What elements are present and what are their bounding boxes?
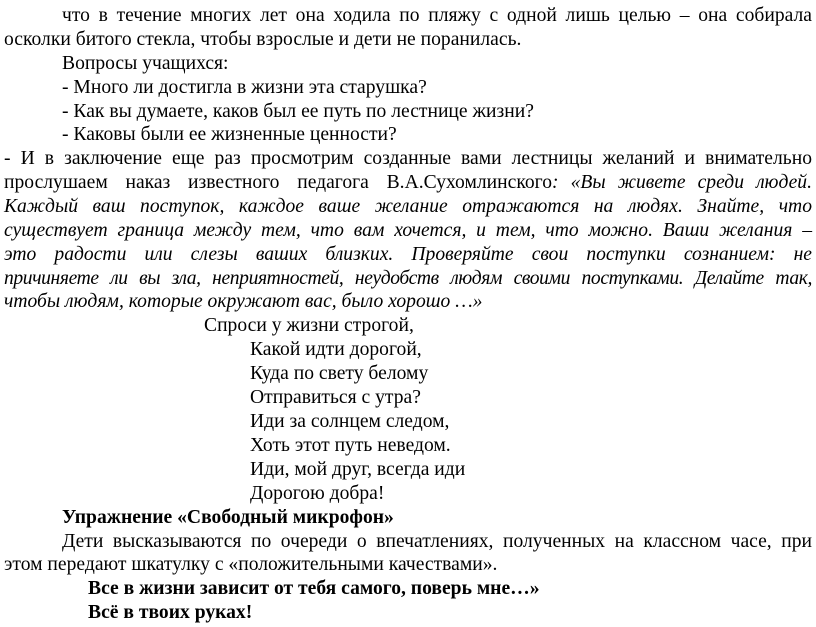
- question-item: - Как вы думаете, каков был ее путь по лестнице жизни?: [62, 101, 534, 122]
- quote-line: причиняете ли вы зла, неприятностей, неудобств людям своими поступками. Делайте так,: [4, 268, 812, 289]
- poem-line: Иди, мой друг, всегда иди: [250, 459, 466, 480]
- poem-line: Какой идти дорогой,: [250, 339, 422, 360]
- quote-intro: прослушаем наказ известного педагога В.А.Сухомлинского: [4, 172, 552, 193]
- question-item: - Много ли достигла в жизни эта старушка?: [62, 77, 427, 98]
- poem-line: Отправиться с утра?: [250, 387, 421, 408]
- closing-line: Всё в твоих руках!: [88, 602, 253, 623]
- paragraph-line: Дети высказываются по очереди о впечатлениях, полученных на классном часе, при: [62, 531, 812, 552]
- poem-line: Куда по свету белому: [250, 363, 429, 384]
- closing-line: Все в жизни зависит от тебя самого, поверь мне…»: [88, 578, 540, 599]
- question-item: - Каковы были ее жизненные ценности?: [62, 124, 397, 145]
- paragraph-line: что в течение многих лет она ходила по пляжу с одной лишь целью – она собирала: [62, 5, 812, 26]
- quote-line: существует граница между тем, что вам хочется, и тем, что можно. Ваши желания –: [4, 220, 812, 241]
- poem-line: Дорогою добра!: [250, 483, 385, 504]
- quote-start: : «Вы живете среди людей.: [552, 172, 812, 193]
- exercise-title: Упражнение «Свободный микрофон»: [62, 507, 394, 528]
- poem-line: Иди за солнцем следом,: [250, 411, 450, 432]
- paragraph-line: осколки битого стекла, чтобы взрослые и дети не поранилась.: [4, 29, 522, 50]
- poem-line: Хоть этот путь неведом.: [250, 435, 451, 456]
- paragraph-line: [4, 171, 812, 195]
- paragraph-line: - И в заключение еще раз просмотрим созданные вами лестницы желаний и внимательно: [4, 148, 812, 169]
- questions-heading: Вопросы учащихся:: [62, 53, 229, 74]
- poem-line: Спроси у жизни строгой,: [204, 315, 414, 336]
- paragraph-line: этом передают шкатулку с «положительными качествами».: [4, 554, 498, 575]
- quote-line: чтобы людям, которые окружают вас, было хорошо …»: [4, 291, 483, 312]
- quote-line: Каждый ваш поступок, каждое ваше желание отражаются на людях. Знайте, что: [4, 196, 812, 217]
- quote-line: это радости или слезы ваших близких. Проверяйте свои поступки сознанием: не: [4, 244, 812, 265]
